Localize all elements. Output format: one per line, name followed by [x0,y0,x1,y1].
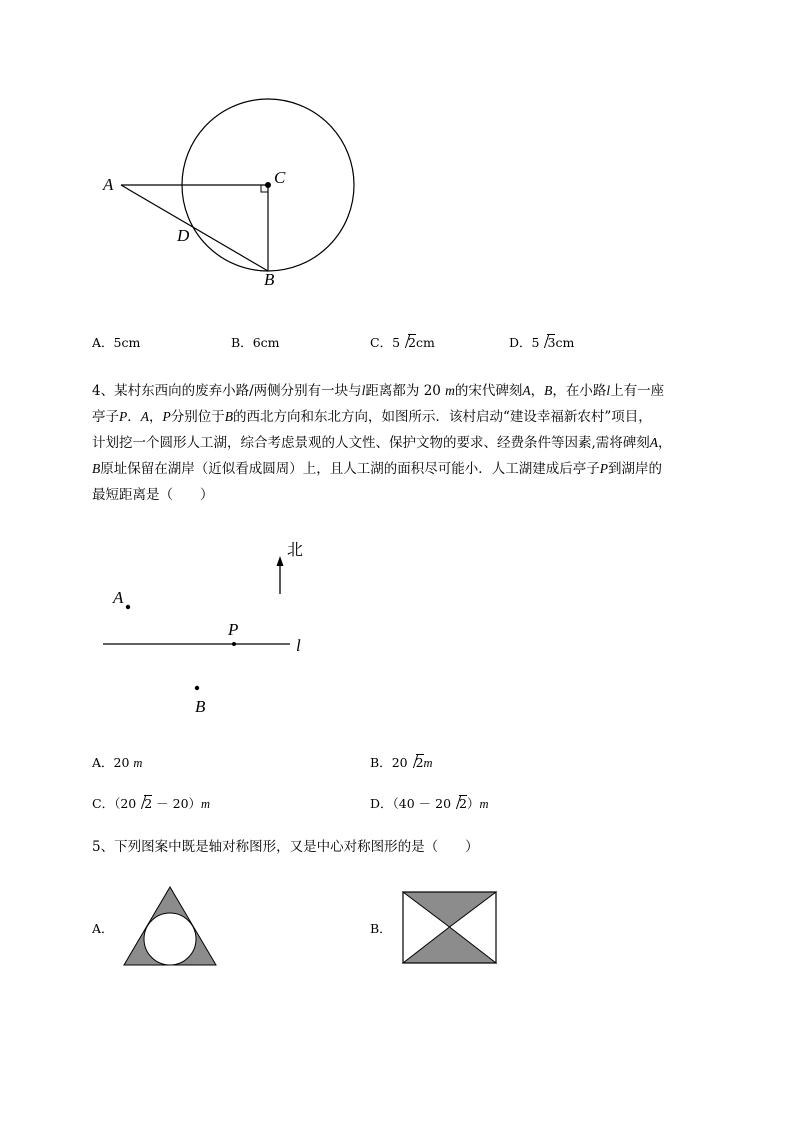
point-a [126,605,130,609]
q4-line-3: 计划挖一个圆形人工湖，综合考虑景观的人文性、保护文物的要求、经费条件等因素,需将碑刻A， [92,435,672,451]
question-5-text: 5、下列图案中既是轴对称图形，又是中心对称图形的是（ ） [92,839,479,855]
q3-option-b [231,333,280,351]
q5-option-b-letter: B． [370,921,392,936]
point-c [265,182,271,188]
circle-figure [121,99,354,271]
shaded-top-triangle [403,892,496,927]
map-figure [103,556,290,690]
option-letter: C． [370,335,393,350]
sqrt-symbol: 2 [409,754,424,770]
label-b: B [195,697,206,716]
q4-option-a: A．20 m [92,755,143,770]
option-letter: A． [92,335,114,350]
q4-line-2: 亭子P．A，P分别位于B的西北方向和东北方向，如图所示．该村启动“建设幸福新农村”项目， [92,409,652,425]
question-4-text [92,378,742,508]
option-letter: B． [231,335,253,350]
radicand: 3 [547,335,556,350]
q5-option-a-letter: A． [92,921,114,936]
north-label: 北 [287,540,304,559]
option-coef: 5 [531,335,540,350]
q4-option-d: D．（40 － 20 2）m [370,796,489,811]
radicand: 2 [408,335,416,350]
sqrt-symbol [401,334,416,350]
segment-ab [121,185,268,271]
point-b [195,686,199,690]
point-p [232,642,236,646]
q4-line-4: B原址保留在湖岸（近似看成圆周）上，且人工湖的面积尽可能小．人工湖建成后亭子P到湖岸的 [92,461,662,477]
option-coef: 5 [392,335,401,350]
north-arrow-head [277,556,284,566]
label-a: A [103,175,114,194]
option-unit: cm [415,335,435,350]
label-l: l [296,636,301,655]
q4-option-b: B．20 2m [370,755,433,770]
label-c: C [274,168,286,187]
option-letter: D． [509,335,532,350]
label-b: B [264,270,275,289]
option-value: 6cm [252,335,280,350]
option-b-figure [403,892,496,963]
q3-option-d [509,333,574,351]
q3-option-c [370,333,435,351]
q4-option-c: C．（20 2 － 20）m [92,796,211,811]
shaded-bottom-triangle [403,927,496,963]
q3-option-a [92,333,140,351]
option-unit: cm [555,335,575,350]
sqrt-symbol: 2 [137,795,152,811]
option-value: 5cm [113,335,141,350]
sqrt-symbol: 2 [452,795,467,811]
label-a: A [113,588,124,607]
label-d: D [177,226,190,245]
q4-line-1: 4、某村东西向的废弃小路/两侧分别有一块与l距离都为 20 m的宋代碑刻A，B，在小路l上有一座 [92,383,665,399]
label-p: P [228,620,239,639]
sqrt-symbol [540,334,555,350]
q4-line-5: 最短距离是（ ） [92,487,214,503]
inscribed-circle [144,913,196,965]
option-a-figure [124,887,216,965]
